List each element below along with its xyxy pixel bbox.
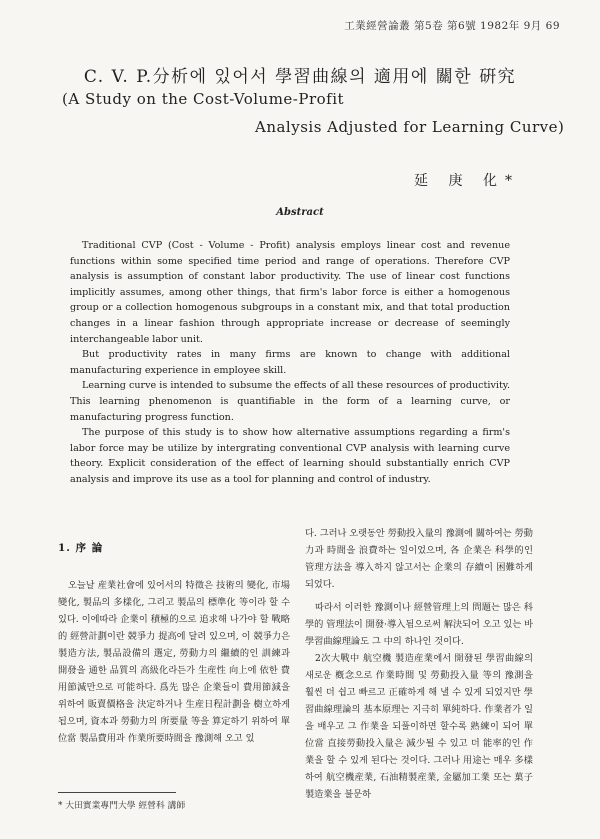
title-english-line1: (A Study on the Cost-Volume-Profit bbox=[62, 90, 345, 108]
title-korean: C. V. P.分析에 있어서 學習曲線의 適用에 關한 硏究 bbox=[83, 67, 517, 87]
title-english-line2: Analysis Adjusted for Learning Curve) bbox=[255, 118, 565, 136]
footnote: * 大田實業專門大學 經營科 講師 bbox=[58, 801, 186, 811]
left-column bbox=[58, 540, 290, 747]
body-paragraph: 따라서 이러한 豫測이나 經營管理上의 問題는 많은 科學的 管理法이 開發·導入됨으로써 解決되어 오고 있는 바 學習曲線理論도 그 中의 하나인 것이다. bbox=[305, 602, 534, 647]
abstract-heading: Abstract bbox=[276, 207, 324, 218]
body-paragraph: 오늘날 産業社會에 있어서의 特徵은 技術의 變化, 市場變化, 製品의 多樣化, 그리고 製品의 標準化 等이라 할 수 있다. 이에따라 企業이 積極的으로 追求해 나가야 할 戰略的 經營計劃이란 競爭力 提高에 달려 있으며, 이 競爭力은 製造方法, 製品設備의 選定, 勞動力의 繼續的인 訓練과 開發을 通한 品質의 高級化라든가 生産性 向上에 依한 費用節減만으로 可能하다. 爲先 많은 企業들이 費用節減을 위하여 販賣價格을 決定하거나 生産日程計劃을 樹立하게 됩으며, 資本과 勞動力의 所要量 等을 算定하기 위하여 單位當 製品費用과 作業所要時間을 豫測해 오고 있 bbox=[58, 580, 290, 744]
section-heading: 1. 序 論 bbox=[58, 542, 104, 554]
author-name: 延 庚 化* bbox=[414, 173, 520, 189]
abstract-paragraph: Learning curve is intended to subsume the effects of all these resources of productivity. This learning phenomenon is quantifiable in the form of a learning curve, or manufacturing progress function. bbox=[70, 380, 510, 423]
journal-header: 工業經營論叢 第5卷 第6號 1982年 9月 69 bbox=[344, 20, 560, 32]
footnote-divider bbox=[58, 792, 176, 793]
body-paragraph: 2次大戰中 航空機 製造産業에서 開發된 學習曲線의 새로운 槪念으로 作業時間 및 勞動投入量 等의 豫測을 훨씬 더 쉽고 빠르고 正確하게 해 낼 수 있게 되었지만 學習曲線理論의 基本原理는 지극히 單純하다. 作業者가 일을 배우고 그 作業을 되풀이하면 할수록 熟練이 되어 單位當 直接勞動投入量은 減少될 수 있고 더 能率的인 作業을 할 수 있게 된다는 것이다. 그러나 用途는 매우 多樣하여 航空機産業, 石油精製産業, 金屬加工業 또는 菓子製造業을 불문하 bbox=[305, 653, 533, 800]
right-column bbox=[305, 525, 533, 803]
body-paragraph: 다. 그러나 오랫동안 勞動投入量의 豫測에 關하여는 勞動力과 時間을 浪費하는 일이었으며, 各 企業은 科學的인 管理方法을 導入하지 않고서는 企業의 存續이 困難하게 되었다. bbox=[305, 528, 533, 590]
abstract-body bbox=[70, 238, 510, 488]
abstract-paragraph: But productivity rates in many firms are known to change with additional manufacturing experience in employee skill. bbox=[70, 349, 510, 376]
abstract-paragraph: The purpose of this study is to show how alternative assumptions regarding a firm's labor force may be utilize by intergrating conventional CVP analysis with learning curve theory. Explicit consideration of the effect of learning should substantially enrich CVP analysis and improve its use as a tool for planning and control of industry. bbox=[70, 427, 510, 485]
abstract-paragraph: Traditional CVP (Cost - Volume - Profit) analysis employs linear cost and revenue functions within some specified time period and range of operations. Therefore CVP analysis is assumption of constant labor productivity. The use of linear cost functions implicitly assumes, among other things, that firm's labor force is either a homogenous group or a collection homogenous subgroups in a constant mix, and that total production changes in a linear fashion through appropriate increase or decrease of seemingly interchangeable labor unit. bbox=[70, 240, 510, 345]
